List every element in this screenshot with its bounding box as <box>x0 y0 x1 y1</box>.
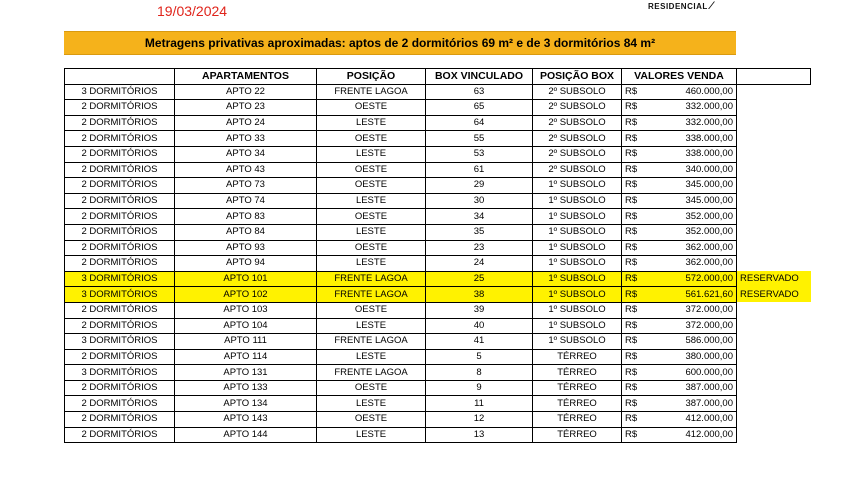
cell-valor: 572.000,00 <box>644 271 737 287</box>
cell-posicao-box: 1º SUBSOLO <box>533 224 622 240</box>
cell-posicao: FRENTE LAGOA <box>317 84 426 100</box>
cell-box: 61 <box>426 162 533 178</box>
cell-box: 29 <box>426 178 533 194</box>
cell-nota <box>737 334 811 350</box>
cell-tipo: 2 DORMITÓRIOS <box>65 412 175 428</box>
cell-tipo: 2 DORMITÓRIOS <box>65 240 175 256</box>
cell-posicao: LESTE <box>317 146 426 162</box>
table-row <box>65 146 811 162</box>
cell-tipo: 2 DORMITÓRIOS <box>65 427 175 443</box>
cell-nota <box>737 240 811 256</box>
cell-posicao-box: TÉRREO <box>533 380 622 396</box>
cell-valor: 412.000,00 <box>644 427 737 443</box>
cell-apartamento: APTO 133 <box>175 380 317 396</box>
cell-tipo: 2 DORMITÓRIOS <box>65 131 175 147</box>
cell-box: 40 <box>426 318 533 334</box>
cell-apartamento: APTO 83 <box>175 209 317 225</box>
table-row <box>65 209 811 225</box>
cell-posicao: LESTE <box>317 224 426 240</box>
cell-posicao: LESTE <box>317 256 426 272</box>
cell-nota <box>737 115 811 131</box>
cell-nota: RESERVADO <box>737 287 811 303</box>
cell-currency: R$ <box>622 380 644 396</box>
cell-nota <box>737 427 811 443</box>
cell-currency: R$ <box>622 412 644 428</box>
cell-tipo: 2 DORMITÓRIOS <box>65 100 175 116</box>
cell-valor: 362.000,00 <box>644 256 737 272</box>
cell-posicao-box: TÉRREO <box>533 365 622 381</box>
cell-apartamento: APTO 73 <box>175 178 317 194</box>
cell-posicao-box: 1º SUBSOLO <box>533 256 622 272</box>
cell-nota <box>737 224 811 240</box>
cell-posicao: FRENTE LAGOA <box>317 287 426 303</box>
cell-currency: R$ <box>622 334 644 350</box>
cell-apartamento: APTO 23 <box>175 100 317 116</box>
cell-posicao: LESTE <box>317 318 426 334</box>
cell-box: 23 <box>426 240 533 256</box>
cell-nota <box>737 349 811 365</box>
table-row <box>65 131 811 147</box>
cell-apartamento: APTO 74 <box>175 193 317 209</box>
cell-currency: R$ <box>622 240 644 256</box>
cell-posicao: FRENTE LAGOA <box>317 271 426 287</box>
cell-currency: R$ <box>622 318 644 334</box>
cell-valor: 332.000,00 <box>644 100 737 116</box>
table-row <box>65 256 811 272</box>
cell-valor: 372.000,00 <box>644 318 737 334</box>
cell-tipo: 2 DORMITÓRIOS <box>65 115 175 131</box>
cell-nota <box>737 100 811 116</box>
cell-tipo: 2 DORMITÓRIOS <box>65 256 175 272</box>
header-box-vinculado: BOX VINCULADO <box>426 69 533 85</box>
cell-nota <box>737 178 811 194</box>
cell-box: 9 <box>426 380 533 396</box>
cell-apartamento: APTO 33 <box>175 131 317 147</box>
cell-nota <box>737 380 811 396</box>
cell-box: 63 <box>426 84 533 100</box>
cell-posicao: LESTE <box>317 193 426 209</box>
title-banner: Metragens privativas aproximadas: aptos de 2 dormitórios 69 m² e de 3 dormitórios 84 m² <box>64 31 736 55</box>
cell-currency: R$ <box>622 131 644 147</box>
cell-tipo: 2 DORMITÓRIOS <box>65 146 175 162</box>
cell-currency: R$ <box>622 84 644 100</box>
cell-posicao-box: 2º SUBSOLO <box>533 162 622 178</box>
cell-currency: R$ <box>622 427 644 443</box>
cell-apartamento: APTO 104 <box>175 318 317 334</box>
cell-tipo: 3 DORMITÓRIOS <box>65 84 175 100</box>
cell-posicao: OESTE <box>317 380 426 396</box>
cell-box: 39 <box>426 302 533 318</box>
cell-currency: R$ <box>622 224 644 240</box>
header-posicao-box: POSIÇÃO BOX <box>533 69 622 85</box>
cell-tipo: 2 DORMITÓRIOS <box>65 380 175 396</box>
cell-tipo: 2 DORMITÓRIOS <box>65 302 175 318</box>
cell-valor: 387.000,00 <box>644 380 737 396</box>
cell-posicao-box: 1º SUBSOLO <box>533 271 622 287</box>
cell-apartamento: APTO 93 <box>175 240 317 256</box>
cell-box: 30 <box>426 193 533 209</box>
table-row <box>65 365 811 381</box>
cell-box: 5 <box>426 349 533 365</box>
cell-nota <box>737 365 811 381</box>
cell-box: 34 <box>426 209 533 225</box>
table-row <box>65 84 811 100</box>
table-row <box>65 349 811 365</box>
cell-tipo: 2 DORMITÓRIOS <box>65 178 175 194</box>
cell-posicao-box: 1º SUBSOLO <box>533 302 622 318</box>
apartments-table <box>64 68 811 443</box>
table-row <box>65 334 811 350</box>
cell-posicao-box: 1º SUBSOLO <box>533 209 622 225</box>
cell-currency: R$ <box>622 302 644 318</box>
table-row <box>65 271 811 287</box>
cell-currency: R$ <box>622 287 644 303</box>
cell-box: 11 <box>426 396 533 412</box>
logo-text: RESIDENCIAL <box>648 2 708 11</box>
cell-apartamento: APTO 102 <box>175 287 317 303</box>
cell-tipo: 2 DORMITÓRIOS <box>65 396 175 412</box>
cell-box: 41 <box>426 334 533 350</box>
cell-nota <box>737 162 811 178</box>
cell-box: 25 <box>426 271 533 287</box>
cell-apartamento: APTO 143 <box>175 412 317 428</box>
table-row <box>65 396 811 412</box>
cell-nota <box>737 412 811 428</box>
cell-tipo: 2 DORMITÓRIOS <box>65 193 175 209</box>
cell-apartamento: APTO 103 <box>175 302 317 318</box>
cell-currency: R$ <box>622 349 644 365</box>
cell-currency: R$ <box>622 396 644 412</box>
cell-valor: 338.000,00 <box>644 146 737 162</box>
cell-posicao: OESTE <box>317 162 426 178</box>
cell-apartamento: APTO 34 <box>175 146 317 162</box>
cell-apartamento: APTO 94 <box>175 256 317 272</box>
cell-box: 13 <box>426 427 533 443</box>
cell-posicao: LESTE <box>317 349 426 365</box>
cell-box: 53 <box>426 146 533 162</box>
header-posicao: POSIÇÃO <box>317 69 426 85</box>
cell-valor: 332.000,00 <box>644 115 737 131</box>
table-header-row <box>65 69 811 85</box>
cell-posicao-box: TÉRREO <box>533 412 622 428</box>
cell-nota: RESERVADO <box>737 271 811 287</box>
cell-valor: 352.000,00 <box>644 209 737 225</box>
cell-nota <box>737 131 811 147</box>
cell-posicao-box: 2º SUBSOLO <box>533 146 622 162</box>
cell-apartamento: APTO 43 <box>175 162 317 178</box>
cell-nota <box>737 256 811 272</box>
cell-nota <box>737 396 811 412</box>
cell-currency: R$ <box>622 162 644 178</box>
header-apartamentos: APARTAMENTOS <box>175 69 317 85</box>
cell-apartamento: APTO 114 <box>175 349 317 365</box>
cell-posicao: OESTE <box>317 412 426 428</box>
cell-apartamento: APTO 84 <box>175 224 317 240</box>
cell-currency: R$ <box>622 193 644 209</box>
cell-nota <box>737 146 811 162</box>
table-row <box>65 380 811 396</box>
cell-tipo: 3 DORMITÓRIOS <box>65 365 175 381</box>
cell-posicao: OESTE <box>317 100 426 116</box>
cell-posicao: OESTE <box>317 209 426 225</box>
cell-nota <box>737 209 811 225</box>
cell-valor: 372.000,00 <box>644 302 737 318</box>
cell-nota <box>737 302 811 318</box>
cell-apartamento: APTO 134 <box>175 396 317 412</box>
cell-valor: 338.000,00 <box>644 131 737 147</box>
cell-posicao-box: 1º SUBSOLO <box>533 178 622 194</box>
cell-apartamento: APTO 22 <box>175 84 317 100</box>
cell-valor: 345.000,00 <box>644 178 737 194</box>
cell-nota <box>737 318 811 334</box>
cell-valor: 561.621,60 <box>644 287 737 303</box>
cell-box: 38 <box>426 287 533 303</box>
table-row <box>65 302 811 318</box>
cell-nota <box>737 193 811 209</box>
cell-apartamento: APTO 101 <box>175 271 317 287</box>
cell-posicao: LESTE <box>317 427 426 443</box>
header-tipo <box>65 69 175 85</box>
cell-valor: 460.000,00 <box>644 84 737 100</box>
cell-posicao: OESTE <box>317 178 426 194</box>
table-row <box>65 100 811 116</box>
cell-posicao: OESTE <box>317 302 426 318</box>
cell-valor: 586.000,00 <box>644 334 737 350</box>
table-row <box>65 287 811 303</box>
cell-valor: 600.000,00 <box>644 365 737 381</box>
cell-currency: R$ <box>622 256 644 272</box>
cell-currency: R$ <box>622 100 644 116</box>
cell-posicao-box: 1º SUBSOLO <box>533 287 622 303</box>
cell-posicao-box: 2º SUBSOLO <box>533 84 622 100</box>
cell-posicao-box: 1º SUBSOLO <box>533 240 622 256</box>
logo-mark-icon: ⁄ <box>710 0 713 12</box>
cell-currency: R$ <box>622 365 644 381</box>
cell-apartamento: APTO 131 <box>175 365 317 381</box>
header-valores-venda: VALORES VENDA <box>622 69 737 85</box>
cell-box: 12 <box>426 412 533 428</box>
cell-posicao-box: TÉRREO <box>533 349 622 365</box>
table-row <box>65 224 811 240</box>
cell-tipo: 2 DORMITÓRIOS <box>65 209 175 225</box>
cell-currency: R$ <box>622 178 644 194</box>
cell-posicao-box: 2º SUBSOLO <box>533 131 622 147</box>
cell-posicao: FRENTE LAGOA <box>317 334 426 350</box>
cell-posicao-box: 1º SUBSOLO <box>533 334 622 350</box>
cell-posicao-box: 1º SUBSOLO <box>533 193 622 209</box>
cell-valor: 345.000,00 <box>644 193 737 209</box>
cell-posicao-box: 2º SUBSOLO <box>533 100 622 116</box>
cell-box: 64 <box>426 115 533 131</box>
table-row <box>65 412 811 428</box>
table-row <box>65 318 811 334</box>
cell-box: 55 <box>426 131 533 147</box>
cell-apartamento: APTO 111 <box>175 334 317 350</box>
cell-posicao-box: TÉRREO <box>533 427 622 443</box>
table-row <box>65 427 811 443</box>
cell-box: 8 <box>426 365 533 381</box>
cell-currency: R$ <box>622 271 644 287</box>
cell-box: 24 <box>426 256 533 272</box>
table-body <box>65 84 811 443</box>
cell-currency: R$ <box>622 209 644 225</box>
cell-posicao: FRENTE LAGOA <box>317 365 426 381</box>
cell-currency: R$ <box>622 115 644 131</box>
cell-valor: 412.000,00 <box>644 412 737 428</box>
table-row <box>65 193 811 209</box>
cell-tipo: 3 DORMITÓRIOS <box>65 334 175 350</box>
cell-tipo: 2 DORMITÓRIOS <box>65 318 175 334</box>
residencial-logo <box>648 0 713 12</box>
cell-posicao: LESTE <box>317 115 426 131</box>
cell-tipo: 2 DORMITÓRIOS <box>65 162 175 178</box>
cell-posicao-box: 2º SUBSOLO <box>533 115 622 131</box>
document-date: 19/03/2024 <box>157 3 228 19</box>
cell-tipo: 3 DORMITÓRIOS <box>65 287 175 303</box>
cell-valor: 352.000,00 <box>644 224 737 240</box>
cell-posicao-box: 1º SUBSOLO <box>533 318 622 334</box>
cell-tipo: 2 DORMITÓRIOS <box>65 224 175 240</box>
cell-valor: 362.000,00 <box>644 240 737 256</box>
cell-posicao: OESTE <box>317 240 426 256</box>
cell-box: 35 <box>426 224 533 240</box>
cell-box: 65 <box>426 100 533 116</box>
table-row <box>65 162 811 178</box>
cell-valor: 340.000,00 <box>644 162 737 178</box>
cell-posicao: OESTE <box>317 131 426 147</box>
cell-posicao: LESTE <box>317 396 426 412</box>
table-row <box>65 178 811 194</box>
cell-valor: 387.000,00 <box>644 396 737 412</box>
cell-currency: R$ <box>622 146 644 162</box>
cell-nota <box>737 84 811 100</box>
cell-apartamento: APTO 24 <box>175 115 317 131</box>
cell-tipo: 2 DORMITÓRIOS <box>65 349 175 365</box>
cell-tipo: 3 DORMITÓRIOS <box>65 271 175 287</box>
cell-apartamento: APTO 144 <box>175 427 317 443</box>
cell-valor: 380.000,00 <box>644 349 737 365</box>
cell-posicao-box: TÉRREO <box>533 396 622 412</box>
table-row <box>65 115 811 131</box>
table-row <box>65 240 811 256</box>
